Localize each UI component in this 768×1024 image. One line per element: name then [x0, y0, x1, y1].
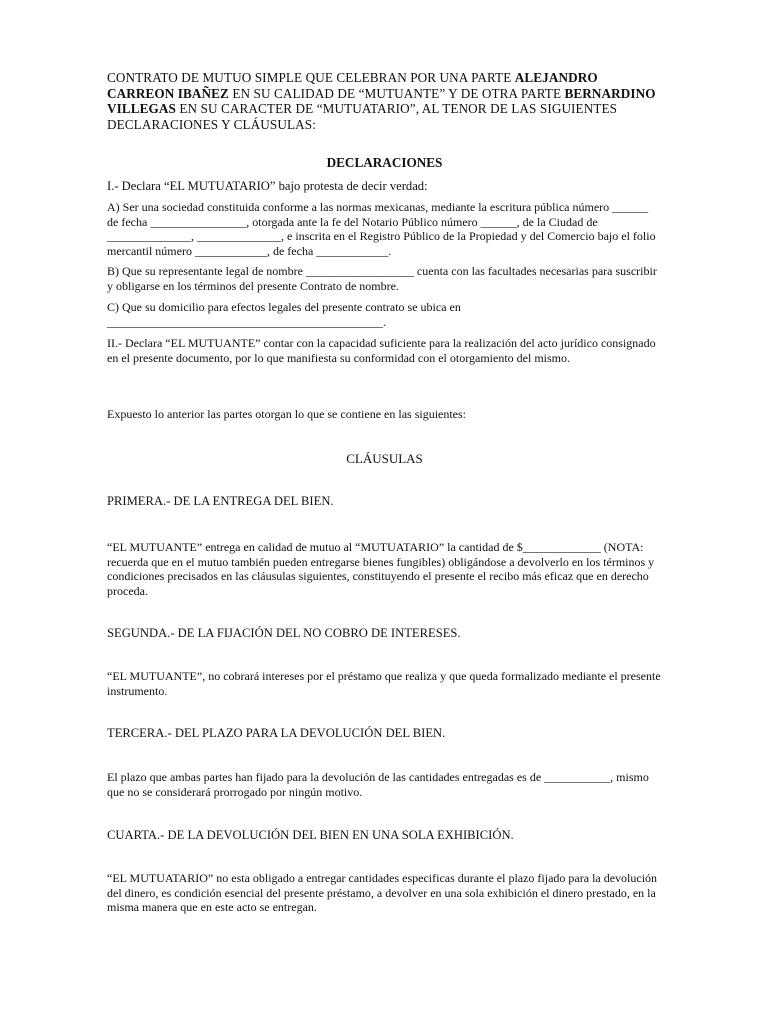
expuesto-text: Expuesto lo anterior las partes otorgan lo que se contiene en las siguientes: [107, 407, 467, 421]
declaration-c: C) Que su domicilio para efectos legales del presente contrato se ubica en ______________________________________________. [107, 300, 461, 329]
mutuante-name: ALEJANDRO CARREON IBAÑEZ [107, 70, 598, 101]
clause-tercera-text: El plazo que ambas partes han fijado para la devolución de las cantidades entregadas es de ___________, mismo que no se considerará prorrogado por ningún motivo. [107, 770, 649, 799]
clause-cuarta-text: “EL MUTUATARIO” no esta obligado a entregar cantidades especificas durante el plazo fijado para la devolución del dinero, es condición esencial del presente préstamo, a devolver en una sola exhibición el dinero prestado, en la misma manera que en este acto se entregan. [107, 871, 658, 915]
contract-intro [107, 70, 662, 132]
clause-primera-title: PRIMERA.- DE LA ENTREGA DEL BIEN. [107, 494, 334, 508]
clause-tercera-title: TERCERA.- DEL PLAZO PARA LA DEVOLUCIÓN DEL BIEN. [107, 726, 446, 740]
declaration-a: A) Ser una sociedad constituida conforme a las normas mexicanas, mediante la escritura pública número ______ de fecha ________________, otorgada ante la fe del Notario Público número ______, de la Ciudad de ______________, ______________, e inscrita en el Registro Público de la Propiedad y del Comercio bajo el folio mercantil número ____________, de fecha ____________. [107, 200, 656, 258]
declaration-ii: II.- Declara “EL MUTUANTE” contar con la capacidad suficiente para la realización del acto jurídico consignado en el presente documento, por lo que manifiesta su conformidad con el otorgamiento del mismo. [107, 336, 656, 365]
intro-text-3: EN SU CARACTER DE “MUTUATARIO”, AL TENOR DE LAS SIGUIENTES DECLARACIONES Y CLÁUSULAS: [107, 101, 618, 132]
clause-primera-text: “EL MUTUANTE” entrega en calidad de mutuo al “MUTUATARIO” la cantidad de $_____________ (NOTA: recuerda que en el mutuo también pueden entregarse bienes fungibles) obligándose a devolverlo en los términos y condiciones precisados en las cláusulas siguientes, constituyendo el presente el recibo más eficaz que en derecho proceda. [107, 540, 655, 598]
intro-text-1: CONTRATO DE MUTUO SIMPLE QUE CELEBRAN POR UNA PARTE [107, 70, 515, 85]
clause-segunda-text: “EL MUTUANTE”, no cobrará intereses por el préstamo que realiza y que queda formalizado mediante el presente instrumento. [107, 669, 661, 698]
clause-segunda-title: SEGUNDA.- DE LA FIJACIÓN DEL NO COBRO DE INTERESES. [107, 626, 461, 640]
declaration-b: B) Que su representante legal de nombre __________________ cuenta con las facultades necesarias para suscribir y obligarse en los términos del presente Contrato de nombre. [107, 264, 657, 293]
clausulas-heading: CLÁUSULAS [346, 451, 423, 466]
mutuatario-name: BERNARDINO VILLEGAS [107, 85, 656, 116]
clause-cuarta-title: CUARTA.- DE LA DEVOLUCIÓN DEL BIEN EN UNA SOLA EXHIBICIÓN. [107, 828, 514, 842]
declaration-i: I.- Declara “EL MUTUATARIO” bajo protesta de decir verdad: [107, 179, 428, 193]
intro-text-2: EN SU CALIDAD DE “MUTUANTE” Y DE OTRA PARTE [228, 85, 565, 101]
declaraciones-heading: DECLARACIONES [326, 155, 443, 170]
